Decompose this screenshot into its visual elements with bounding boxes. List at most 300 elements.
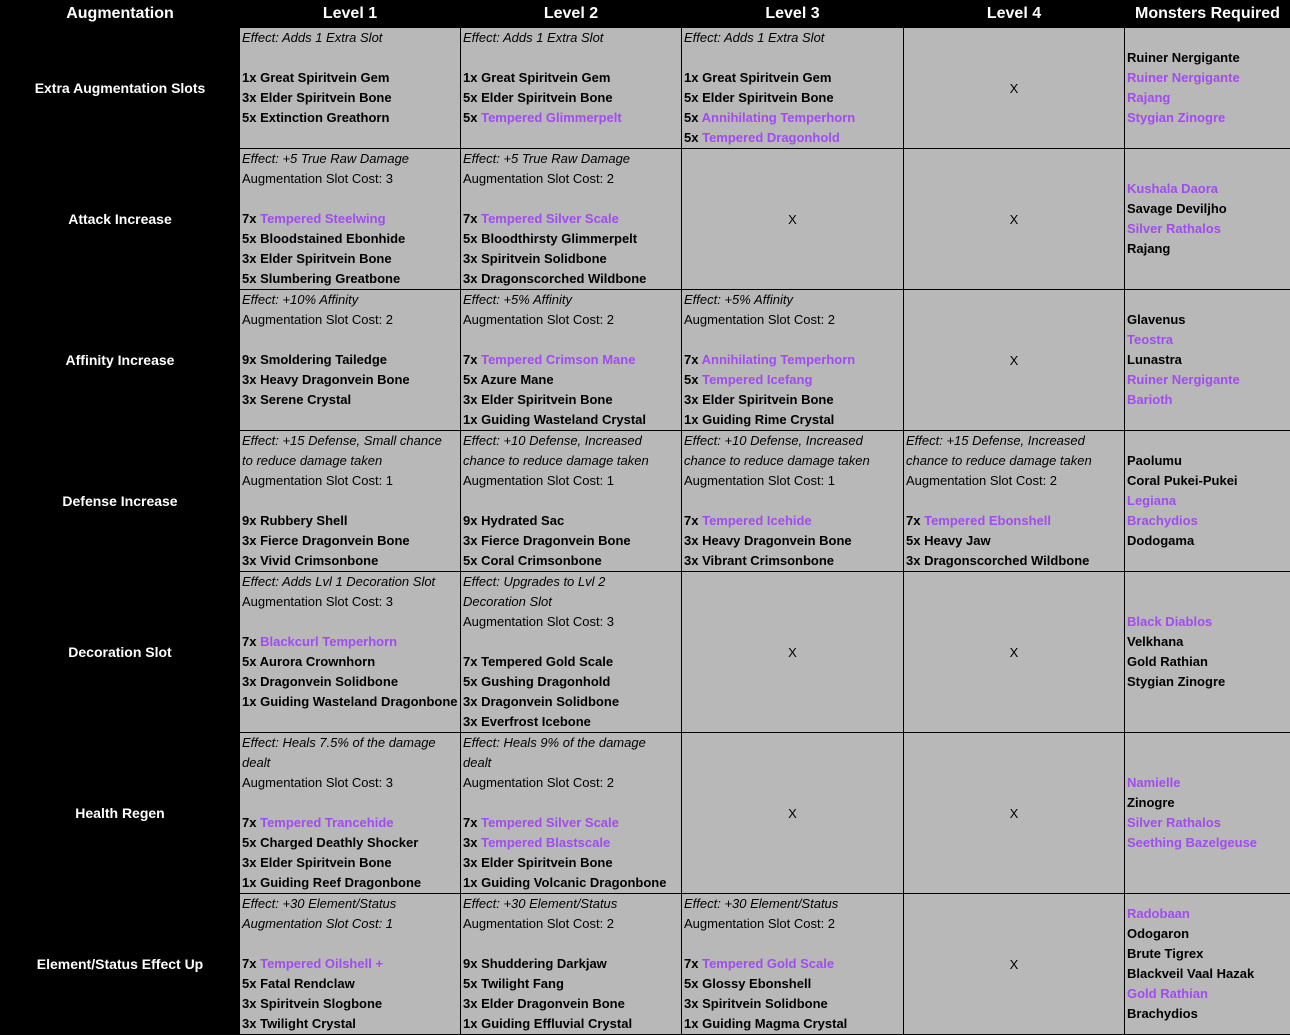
material-qty: 5x — [463, 110, 477, 125]
effect-text: Effect: +30 Element/Status — [461, 894, 681, 914]
level-1-cell — [240, 149, 461, 290]
monster-name: Odogaron — [1125, 924, 1290, 944]
material-item: Extinction Greathorn — [260, 110, 389, 125]
material-qty: 3x — [242, 392, 256, 407]
monster-name: Radobaan — [1125, 904, 1290, 924]
material-qty: 1x — [242, 875, 256, 890]
monster-name: Paolumu — [1125, 451, 1290, 471]
material-line — [461, 370, 681, 390]
material-qty: 3x — [463, 392, 477, 407]
material-item: Tempered Icehide — [702, 513, 812, 528]
material-item: Tempered Icefang — [702, 372, 812, 387]
slot-cost: Augmentation Slot Cost: 3 — [240, 773, 460, 793]
material-item: Bloodthirsty Glimmerpelt — [481, 231, 637, 246]
material-line — [240, 551, 460, 571]
level-4-unavailable: X — [904, 572, 1125, 733]
effect-text: Augmentation Slot Cost: 1 — [240, 914, 460, 934]
level-2-cell — [461, 431, 682, 572]
material-line — [240, 209, 460, 229]
level-3-cell — [682, 431, 904, 572]
monsters-cell — [1125, 28, 1290, 149]
material-qty: 3x — [242, 996, 256, 1011]
monster-name: Zinogre — [1125, 793, 1290, 813]
material-line — [682, 511, 903, 531]
material-line — [240, 954, 460, 974]
material-line — [682, 350, 903, 370]
material-item: Glossy Ebonshell — [702, 976, 811, 991]
material-line — [240, 813, 460, 833]
material-qty: 5x — [906, 533, 920, 548]
material-line — [461, 652, 681, 672]
material-line — [904, 511, 1124, 531]
material-item: Vivid Crimsonbone — [260, 553, 378, 568]
material-qty: 3x — [684, 392, 698, 407]
spacer — [461, 48, 681, 68]
table-row — [1, 149, 1290, 290]
material-qty: 7x — [906, 513, 920, 528]
effect-text: Effect: Heals 7.5% of the damage — [240, 733, 460, 753]
header-row — [1, 1, 1290, 28]
material-line — [240, 994, 460, 1014]
table-row — [1, 733, 1290, 894]
material-line — [461, 974, 681, 994]
material-item: Dragonvein Solidbone — [260, 674, 398, 689]
slot-cost: Augmentation Slot Cost: 1 — [682, 471, 903, 491]
material-item: Serene Crystal — [260, 392, 351, 407]
material-item: Dragonvein Solidbone — [481, 694, 619, 709]
material-line — [904, 551, 1124, 571]
material-item: Elder Spiritvein Bone — [481, 392, 612, 407]
level-2-cell — [461, 572, 682, 733]
slot-cost: Augmentation Slot Cost: 2 — [240, 310, 460, 330]
material-item: Aurora Crownhorn — [260, 654, 376, 669]
material-item: Coral Crimsonbone — [481, 553, 602, 568]
material-qty: 3x — [463, 835, 477, 850]
material-item: Tempered Blastscale — [481, 835, 610, 850]
level-1-cell — [240, 290, 461, 431]
monsters-cell — [1125, 431, 1290, 572]
spacer — [240, 330, 460, 350]
augmentation-name: Decoration Slot — [1, 572, 240, 733]
material-item: Elder Spiritvein Bone — [702, 392, 833, 407]
spacer — [461, 189, 681, 209]
material-line — [240, 229, 460, 249]
monsters-cell — [1125, 572, 1290, 733]
monster-name: Gold Rathian — [1125, 652, 1290, 672]
monsters-cell — [1125, 290, 1290, 431]
effect-text: Effect: +5 True Raw Damage — [240, 149, 460, 169]
material-qty: 5x — [242, 835, 256, 850]
monster-name: Silver Rathalos — [1125, 219, 1290, 239]
material-item: Everfrost Icebone — [481, 714, 591, 729]
material-qty: 9x — [242, 513, 256, 528]
material-item: Tempered Trancehide — [260, 815, 393, 830]
material-line — [240, 88, 460, 108]
material-item: Elder Spiritvein Bone — [260, 251, 391, 266]
material-item: Tempered Oilshell + — [260, 956, 383, 971]
material-line — [461, 410, 681, 430]
slot-cost: Augmentation Slot Cost: 3 — [461, 612, 681, 632]
level-3-cell — [682, 28, 904, 149]
material-qty: 7x — [684, 352, 698, 367]
material-line — [682, 974, 903, 994]
material-item: Elder Dragonvein Bone — [481, 996, 625, 1011]
material-line — [240, 873, 460, 893]
slot-cost: Augmentation Slot Cost: 1 — [240, 471, 460, 491]
monster-name: Velkhana — [1125, 632, 1290, 652]
spacer — [461, 934, 681, 954]
material-qty: 3x — [242, 855, 256, 870]
material-line — [682, 1014, 903, 1034]
augmentation-name: Health Regen — [1, 733, 240, 894]
table-row — [1, 894, 1290, 1035]
material-qty: 3x — [242, 553, 256, 568]
material-line — [461, 531, 681, 551]
table-row — [1, 431, 1290, 572]
material-line — [682, 954, 903, 974]
material-line — [240, 350, 460, 370]
material-qty: 3x — [906, 553, 920, 568]
material-qty: 5x — [463, 372, 477, 387]
slot-cost: Augmentation Slot Cost: 2 — [682, 310, 903, 330]
material-qty: 1x — [463, 875, 477, 890]
effect-text: Effect: +5% Affinity — [461, 290, 681, 310]
material-item: Elder Spiritvein Bone — [260, 90, 391, 105]
effect-text: Effect: +30 Element/Status — [240, 894, 460, 914]
material-qty: 5x — [684, 90, 698, 105]
material-line — [461, 954, 681, 974]
slot-cost: Augmentation Slot Cost: 2 — [461, 914, 681, 934]
augmentation-name: Extra Augmentation Slots — [1, 28, 240, 149]
material-qty: 5x — [463, 90, 477, 105]
material-qty: 9x — [463, 513, 477, 528]
material-item: Heavy Dragonvein Bone — [260, 372, 410, 387]
effect-text: Effect: +10 Defense, Increased — [682, 431, 903, 451]
material-item: Bloodstained Ebonhide — [260, 231, 405, 246]
level-3-cell — [682, 894, 904, 1035]
effect-text: Effect: Adds Lvl 1 Decoration Slot — [240, 572, 460, 592]
effect-text: Effect: +15 Defense, Small chance — [240, 431, 460, 451]
material-qty: 7x — [463, 654, 477, 669]
material-line — [240, 652, 460, 672]
material-line — [682, 410, 903, 430]
material-qty: 7x — [463, 815, 477, 830]
material-item: Twilight Fang — [481, 976, 564, 991]
material-line — [461, 853, 681, 873]
material-line — [240, 68, 460, 88]
material-line — [240, 672, 460, 692]
material-qty: 3x — [242, 1016, 256, 1031]
material-line — [240, 370, 460, 390]
header-augmentation: Augmentation — [1, 1, 240, 28]
level-3-unavailable: X — [682, 733, 904, 894]
material-line — [461, 229, 681, 249]
material-line — [461, 1014, 681, 1034]
material-qty: 5x — [463, 976, 477, 991]
material-line — [682, 551, 903, 571]
monster-name: Silver Rathalos — [1125, 813, 1290, 833]
material-line — [461, 68, 681, 88]
material-item: Azure Mane — [481, 372, 554, 387]
material-qty: 3x — [684, 996, 698, 1011]
material-item: Guiding Rime Crystal — [702, 412, 834, 427]
spacer — [240, 612, 460, 632]
material-qty: 3x — [463, 996, 477, 1011]
material-line — [240, 1014, 460, 1034]
material-line — [240, 511, 460, 531]
material-qty: 7x — [242, 634, 256, 649]
spacer — [682, 48, 903, 68]
material-item: Annihilating Temperhorn — [702, 352, 856, 367]
material-line — [240, 692, 460, 712]
material-item: Hydrated Sac — [481, 513, 564, 528]
material-item: Guiding Reef Dragonbone — [260, 875, 421, 890]
material-qty: 5x — [463, 674, 477, 689]
spacer — [461, 632, 681, 652]
level-3-cell — [682, 290, 904, 431]
material-line — [461, 390, 681, 410]
material-qty: 3x — [463, 714, 477, 729]
material-qty: 5x — [684, 110, 698, 125]
header-level-2: Level 2 — [461, 1, 682, 28]
effect-text: Effect: Adds 1 Extra Slot — [682, 28, 903, 48]
level-4-unavailable: X — [904, 894, 1125, 1035]
material-qty: 1x — [242, 70, 256, 85]
material-qty: 5x — [242, 110, 256, 125]
material-qty: 9x — [242, 352, 256, 367]
material-item: Tempered Silver Scale — [481, 815, 619, 830]
effect-text: Effect: Upgrades to Lvl 2 — [461, 572, 681, 592]
material-qty: 3x — [684, 553, 698, 568]
header-monsters-required: Monsters Required — [1125, 1, 1290, 28]
material-line — [240, 632, 460, 652]
material-line — [461, 209, 681, 229]
level-1-cell — [240, 894, 461, 1035]
material-qty: 3x — [242, 674, 256, 689]
table-body — [1, 28, 1290, 1035]
material-item: Tempered Steelwing — [260, 211, 385, 226]
monster-name: Ruiner Nergigante — [1125, 68, 1290, 88]
monster-name: Stygian Zinogre — [1125, 672, 1290, 692]
level-4-unavailable: X — [904, 149, 1125, 290]
spacer — [240, 48, 460, 68]
level-2-cell — [461, 149, 682, 290]
effect-text: Effect: Heals 9% of the damage — [461, 733, 681, 753]
material-qty: 5x — [463, 553, 477, 568]
material-qty: 1x — [242, 694, 256, 709]
material-item: Spiritvein Solidbone — [481, 251, 607, 266]
material-item: Shuddering Darkjaw — [481, 956, 607, 971]
spacer — [682, 491, 903, 511]
effect-text: Effect: Adds 1 Extra Slot — [240, 28, 460, 48]
material-qty: 3x — [463, 855, 477, 870]
effect-text: dealt — [240, 753, 460, 773]
material-line — [682, 531, 903, 551]
effect-text: Effect: +10 Defense, Increased — [461, 431, 681, 451]
level-4-cell — [904, 431, 1125, 572]
material-item: Heavy Jaw — [924, 533, 991, 548]
material-qty: 5x — [242, 654, 256, 669]
monsters-cell — [1125, 733, 1290, 894]
material-line — [682, 68, 903, 88]
material-line — [461, 833, 681, 853]
material-line — [240, 390, 460, 410]
monster-name: Lunastra — [1125, 350, 1290, 370]
table-row — [1, 28, 1290, 149]
level-2-cell — [461, 290, 682, 431]
material-qty: 7x — [242, 815, 256, 830]
material-line — [240, 833, 460, 853]
augmentation-name: Element/Status Effect Up — [1, 894, 240, 1035]
monster-name: Ruiner Nergigante — [1125, 48, 1290, 68]
effect-text: Effect: +10% Affinity — [240, 290, 460, 310]
material-item: Dragonscorched Wildbone — [924, 553, 1089, 568]
material-line — [461, 269, 681, 289]
material-qty: 3x — [242, 533, 256, 548]
material-line — [461, 692, 681, 712]
material-line — [461, 873, 681, 893]
material-qty: 5x — [684, 372, 698, 387]
header-level-3: Level 3 — [682, 1, 904, 28]
effect-text: Decoration Slot — [461, 592, 681, 612]
material-qty: 3x — [242, 251, 256, 266]
material-qty: 1x — [463, 1016, 477, 1031]
material-item: Elder Spiritvein Bone — [260, 855, 391, 870]
material-line — [682, 994, 903, 1014]
material-qty: 1x — [463, 412, 477, 427]
material-item: Guiding Wasteland Crystal — [481, 412, 646, 427]
material-qty: 5x — [242, 976, 256, 991]
spacer — [461, 491, 681, 511]
level-1-cell — [240, 733, 461, 894]
material-qty: 1x — [463, 70, 477, 85]
material-line — [461, 511, 681, 531]
material-line — [904, 531, 1124, 551]
material-item: Twilight Crystal — [260, 1016, 356, 1031]
material-item: Guiding Effluvial Crystal — [481, 1016, 632, 1031]
slot-cost: Augmentation Slot Cost: 2 — [904, 471, 1124, 491]
material-item: Tempered Crimson Mane — [481, 352, 635, 367]
material-item: Heavy Dragonvein Bone — [702, 533, 852, 548]
material-item: Tempered Gold Scale — [702, 956, 834, 971]
material-qty: 7x — [463, 211, 477, 226]
spacer — [240, 934, 460, 954]
monster-name: Brute Tigrex — [1125, 944, 1290, 964]
material-item: Tempered Glimmerpelt — [481, 110, 622, 125]
slot-cost: Augmentation Slot Cost: 1 — [461, 471, 681, 491]
material-qty: 5x — [684, 130, 698, 145]
material-item: Dragonscorched Wildbone — [481, 271, 646, 286]
monster-name: Blackveil Vaal Hazak — [1125, 964, 1290, 984]
header-level-4: Level 4 — [904, 1, 1125, 28]
material-item: Blackcurl Temperhorn — [260, 634, 397, 649]
material-item: Fierce Dragonvein Bone — [260, 533, 410, 548]
material-qty: 3x — [463, 251, 477, 266]
monster-name: Savage Deviljho — [1125, 199, 1290, 219]
material-line — [461, 712, 681, 732]
material-qty: 9x — [463, 956, 477, 971]
slot-cost: Augmentation Slot Cost: 2 — [461, 773, 681, 793]
monster-name: Barioth — [1125, 390, 1290, 410]
material-item: Great Spiritvein Gem — [481, 70, 610, 85]
monster-name: Ruiner Nergigante — [1125, 370, 1290, 390]
material-qty: 7x — [242, 956, 256, 971]
material-item: Spiritvein Solidbone — [702, 996, 828, 1011]
monster-name: Kushala Daora — [1125, 179, 1290, 199]
spacer — [240, 491, 460, 511]
monster-name: Namielle — [1125, 773, 1290, 793]
material-qty: 3x — [463, 271, 477, 286]
level-4-unavailable: X — [904, 290, 1125, 431]
material-item: Fierce Dragonvein Bone — [481, 533, 631, 548]
level-1-cell — [240, 431, 461, 572]
effect-text: chance to reduce damage taken — [904, 451, 1124, 471]
spacer — [904, 491, 1124, 511]
material-qty: 3x — [463, 694, 477, 709]
level-4-unavailable: X — [904, 28, 1125, 149]
material-item: Tempered Silver Scale — [481, 211, 619, 226]
material-item: Spiritvein Slogbone — [260, 996, 382, 1011]
level-1-cell — [240, 572, 461, 733]
spacer — [682, 934, 903, 954]
material-line — [461, 108, 681, 128]
material-qty: 3x — [463, 533, 477, 548]
material-qty: 7x — [684, 513, 698, 528]
level-1-cell — [240, 28, 461, 149]
material-line — [461, 249, 681, 269]
level-2-cell — [461, 733, 682, 894]
monster-name: Rajang — [1125, 88, 1290, 108]
monster-name: Stygian Zinogre — [1125, 108, 1290, 128]
material-item: Great Spiritvein Gem — [702, 70, 831, 85]
augmentation-name: Attack Increase — [1, 149, 240, 290]
monster-name: Seething Bazelgeuse — [1125, 833, 1290, 853]
level-3-unavailable: X — [682, 572, 904, 733]
monsters-cell — [1125, 894, 1290, 1035]
table-row — [1, 572, 1290, 733]
level-3-unavailable: X — [682, 149, 904, 290]
material-line — [461, 350, 681, 370]
material-item: Tempered Dragonhold — [702, 130, 840, 145]
slot-cost: Augmentation Slot Cost: 2 — [682, 914, 903, 934]
material-item: Guiding Magma Crystal — [702, 1016, 847, 1031]
material-item: Fatal Rendclaw — [260, 976, 355, 991]
material-line — [461, 88, 681, 108]
monster-name: Brachydios — [1125, 511, 1290, 531]
slot-cost: Augmentation Slot Cost: 3 — [240, 592, 460, 612]
spacer — [240, 189, 460, 209]
material-line — [682, 370, 903, 390]
header-level-1: Level 1 — [240, 1, 461, 28]
monsters-cell — [1125, 149, 1290, 290]
table-row — [1, 290, 1290, 431]
material-item: Elder Spiritvein Bone — [702, 90, 833, 105]
monster-name: Rajang — [1125, 239, 1290, 259]
effect-text: Effect: +30 Element/Status — [682, 894, 903, 914]
material-line — [240, 974, 460, 994]
effect-text: Effect: +5% Affinity — [682, 290, 903, 310]
spacer — [461, 330, 681, 350]
material-qty: 3x — [242, 90, 256, 105]
effect-text: Effect: +15 Defense, Increased — [904, 431, 1124, 451]
monster-name: Glavenus — [1125, 310, 1290, 330]
material-item: Great Spiritvein Gem — [260, 70, 389, 85]
monster-name: Coral Pukei-Pukei — [1125, 471, 1290, 491]
level-2-cell — [461, 894, 682, 1035]
material-qty: 3x — [242, 372, 256, 387]
spacer — [240, 793, 460, 813]
material-line — [682, 88, 903, 108]
